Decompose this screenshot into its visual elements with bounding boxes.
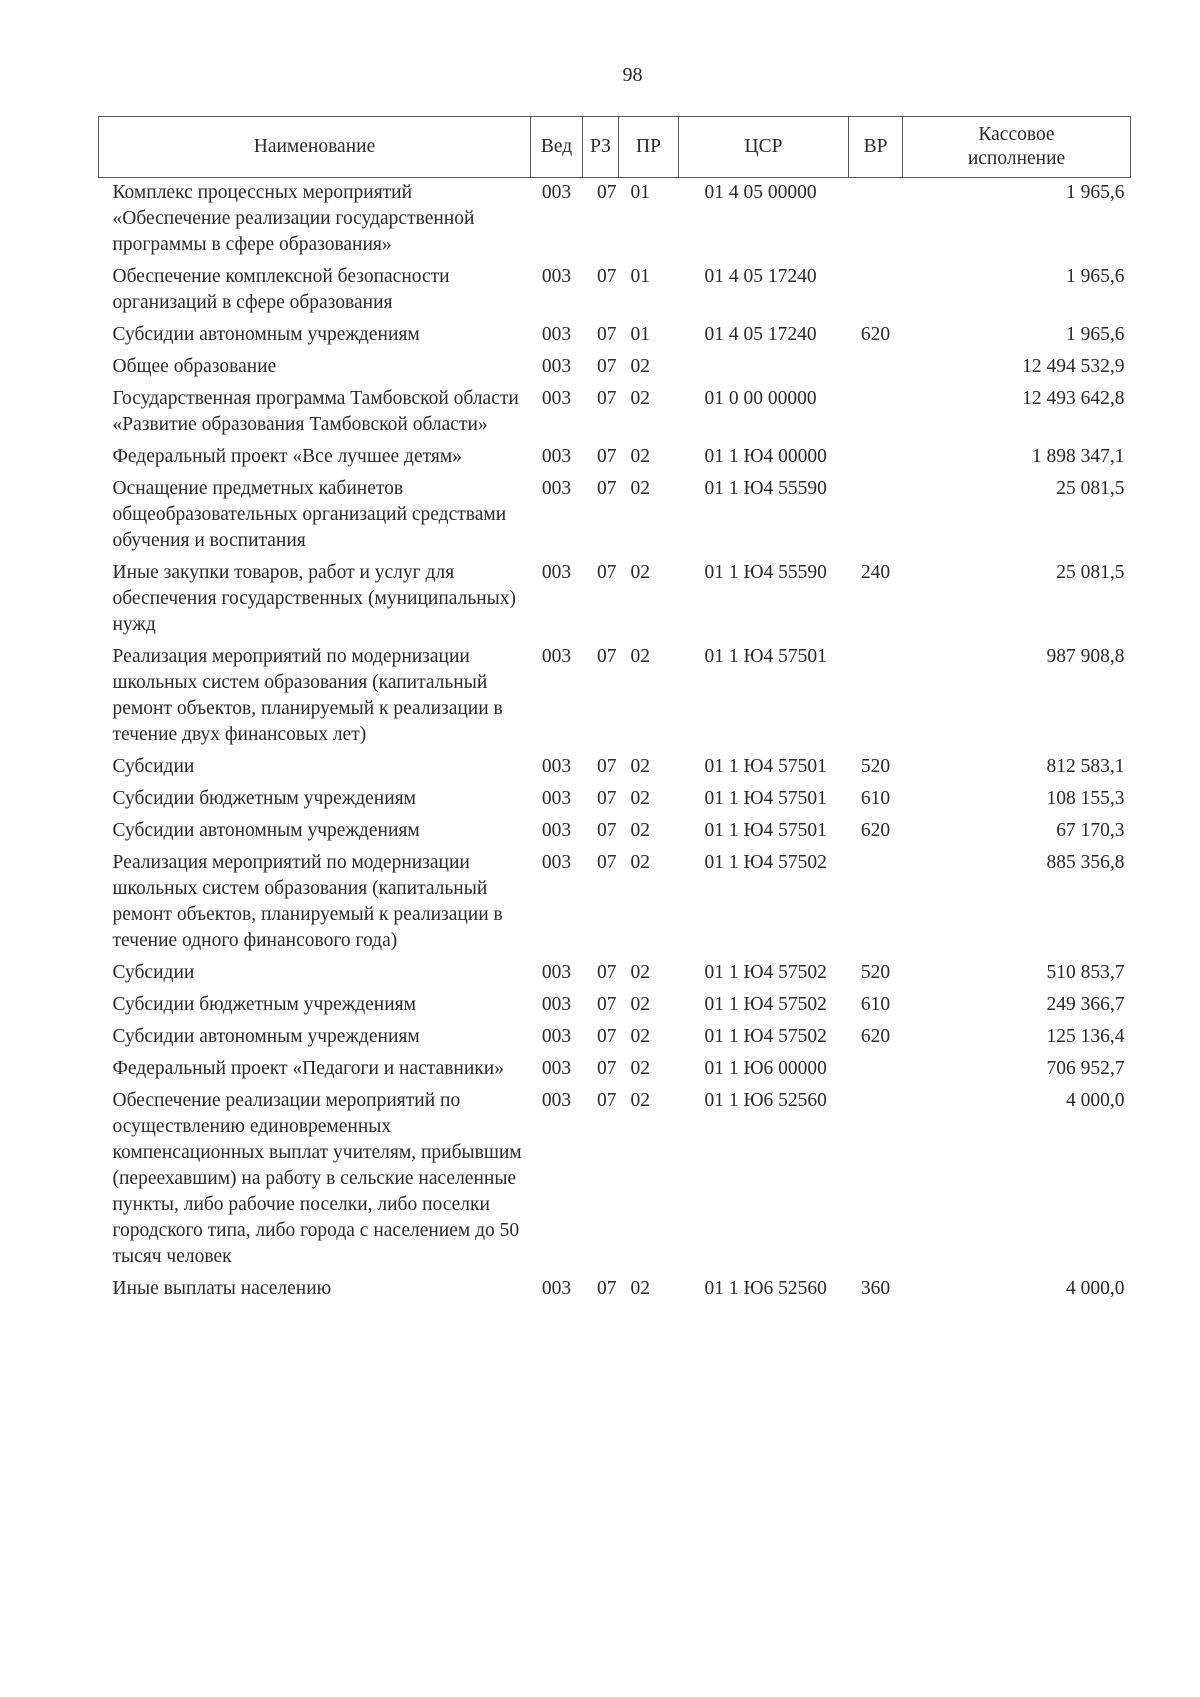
row-rz: 07 [597, 756, 617, 777]
row-rz: 07 [597, 324, 617, 345]
row-rz: 07 [597, 182, 617, 203]
row-pr: 01 [630, 182, 650, 203]
row-amount: 4 000,0 [1066, 1090, 1125, 1111]
row-amount: 125 136,4 [1046, 1026, 1125, 1047]
row-amount: 706 952,7 [1046, 1058, 1125, 1079]
row-amount: 25 081,5 [1056, 478, 1125, 499]
row-name: Федеральный проект «Все лучшее детям» [112, 446, 462, 467]
row-pr: 02 [630, 356, 650, 377]
table-row [99, 990, 1131, 1022]
header-vr: ВР [849, 117, 903, 178]
row-csr: 01 1 Ю4 57501 [704, 646, 827, 667]
row-ved: 003 [541, 852, 572, 873]
row-csr: 01 1 Ю4 57502 [704, 994, 827, 1015]
table-row [99, 816, 1131, 848]
table-row [99, 642, 1131, 752]
row-vr: 240 [860, 562, 891, 583]
row-vr [849, 1054, 903, 1086]
row-pr: 02 [630, 1058, 650, 1079]
row-name: Иные выплаты населению [112, 1278, 332, 1299]
table-row [99, 352, 1131, 384]
row-rz: 07 [597, 1026, 617, 1047]
row-vr [849, 178, 903, 263]
row-name: Общее образование [112, 356, 277, 377]
row-csr: 01 1 Ю4 57501 [704, 788, 827, 809]
row-amount: 885 356,8 [1046, 852, 1125, 873]
row-rz: 07 [597, 1278, 617, 1299]
row-ved: 003 [541, 1278, 572, 1299]
row-amount: 510 853,7 [1046, 962, 1125, 983]
row-pr: 02 [630, 820, 650, 841]
row-rz: 07 [597, 1090, 617, 1111]
row-vr [849, 262, 903, 320]
row-rz: 07 [597, 388, 617, 409]
row-name: Субсидии бюджетным учреждениям [112, 994, 416, 1015]
row-ved: 003 [541, 182, 572, 203]
table-row [99, 1054, 1131, 1086]
table-row [99, 262, 1131, 320]
row-amount: 812 583,1 [1046, 756, 1125, 777]
row-vr: 520 [860, 756, 891, 777]
table-header-row [99, 117, 1131, 178]
row-csr: 01 4 05 17240 [704, 266, 817, 287]
row-name: Субсидии бюджетным учреждениям [112, 788, 416, 809]
table-row [99, 474, 1131, 558]
row-ved: 003 [541, 562, 572, 583]
row-name: Субсидии автономным учреждениям [112, 324, 420, 345]
row-vr: 360 [860, 1278, 891, 1299]
row-name: Реализация мероприятий по модернизации школьных систем образования (капитальный ремонт объектов, планируемый к реализации в течение одного финансового года) [112, 852, 503, 951]
row-rz: 07 [597, 266, 617, 287]
row-csr: 01 1 Ю4 57501 [704, 756, 827, 777]
row-pr: 02 [630, 388, 650, 409]
row-amount: 108 155,3 [1046, 788, 1125, 809]
row-name: Иные закупки товаров, работ и услуг для обеспечения государственных (муниципальных) нужд [112, 562, 517, 635]
row-ved: 003 [541, 756, 572, 777]
header-pr: ПР [619, 117, 679, 178]
row-name: Государственная программа Тамбовской области «Развитие образования Тамбовской области» [112, 388, 519, 435]
row-vr: 620 [860, 324, 891, 345]
row-csr: 01 1 Ю4 57502 [704, 852, 827, 873]
row-pr: 02 [630, 478, 650, 499]
row-ved: 003 [541, 388, 572, 409]
row-ved: 003 [541, 324, 572, 345]
row-name: Субсидии автономным учреждениям [112, 1026, 420, 1047]
row-vr: 610 [860, 994, 891, 1015]
row-rz: 07 [597, 994, 617, 1015]
row-pr: 02 [630, 788, 650, 809]
row-ved: 003 [541, 266, 572, 287]
row-ved: 003 [541, 356, 572, 377]
row-csr: 01 0 00 00000 [704, 388, 817, 409]
row-amount: 12 494 532,9 [1022, 356, 1125, 377]
budget-table [98, 116, 1131, 1306]
row-amount: 67 170,3 [1056, 820, 1125, 841]
row-csr: 01 4 05 00000 [704, 182, 817, 203]
row-pr: 02 [630, 446, 650, 467]
table-row [99, 442, 1131, 474]
row-pr: 02 [630, 1026, 650, 1047]
row-vr [849, 848, 903, 958]
table-row [99, 320, 1131, 352]
table-row [99, 1022, 1131, 1054]
row-ved: 003 [541, 820, 572, 841]
row-vr [849, 442, 903, 474]
row-vr: 620 [860, 820, 891, 841]
row-ved: 003 [541, 478, 572, 499]
row-name: Реализация мероприятий по модернизации школьных систем образования (капитальный ремонт объектов, планируемый к реализации в течение двух финансовых лет) [112, 646, 503, 745]
row-csr: 01 1 Ю6 00000 [704, 1058, 827, 1079]
row-rz: 07 [597, 646, 617, 667]
header-amount: Кассовое исполнение [903, 117, 1131, 178]
row-vr [849, 384, 903, 442]
row-amount: 249 366,7 [1046, 994, 1125, 1015]
row-name: Обеспечение комплексной безопасности организаций в сфере образования [112, 266, 450, 313]
row-pr: 02 [630, 994, 650, 1015]
row-csr [679, 352, 849, 384]
row-vr [849, 642, 903, 752]
row-ved: 003 [541, 1026, 572, 1047]
row-pr: 02 [630, 852, 650, 873]
row-csr: 01 1 Ю6 52560 [704, 1090, 827, 1111]
row-vr [849, 352, 903, 384]
row-csr: 01 1 Ю4 57502 [704, 1026, 827, 1047]
row-rz: 07 [597, 356, 617, 377]
row-name: Федеральный проект «Педагоги и наставники» [112, 1058, 504, 1079]
row-amount: 1 965,6 [1066, 324, 1125, 345]
row-amount: 4 000,0 [1066, 1278, 1125, 1299]
page-number: 98 [622, 64, 643, 86]
row-vr: 520 [860, 962, 891, 983]
row-rz: 07 [597, 478, 617, 499]
row-amount: 25 081,5 [1056, 562, 1125, 583]
row-rz: 07 [597, 1058, 617, 1079]
row-rz: 07 [597, 562, 617, 583]
row-rz: 07 [597, 446, 617, 467]
row-name: Обеспечение реализации мероприятий по осуществлению единовременных компенсационных выплат учителям, прибывшим (переехавшим) на работу в сельские населенные пункты, либо рабочие поселки, либо поселки городского типа, либо города с населением до 50 тысяч человек [112, 1090, 522, 1267]
row-vr [849, 474, 903, 558]
row-ved: 003 [541, 646, 572, 667]
table-row [99, 558, 1131, 642]
header-ved: Вед [531, 117, 583, 178]
header-rz: РЗ [583, 117, 619, 178]
row-rz: 07 [597, 788, 617, 809]
row-ved: 003 [541, 1058, 572, 1079]
row-vr: 620 [860, 1026, 891, 1047]
row-amount: 1 965,6 [1066, 182, 1125, 203]
table-row [99, 1274, 1131, 1306]
row-rz: 07 [597, 962, 617, 983]
table-row [99, 1086, 1131, 1274]
table-row [99, 784, 1131, 816]
row-pr: 02 [630, 756, 650, 777]
row-pr: 02 [630, 562, 650, 583]
header-name: Наименование [99, 117, 531, 178]
table-row [99, 752, 1131, 784]
row-amount: 987 908,8 [1046, 646, 1125, 667]
row-vr: 610 [860, 788, 891, 809]
table-row [99, 384, 1131, 442]
row-ved: 003 [541, 446, 572, 467]
row-rz: 07 [597, 852, 617, 873]
row-pr: 01 [630, 266, 650, 287]
row-ved: 003 [541, 788, 572, 809]
row-pr: 02 [630, 962, 650, 983]
row-amount: 12 493 642,8 [1022, 388, 1125, 409]
table-row [99, 178, 1131, 263]
row-csr: 01 1 Ю4 55590 [704, 562, 827, 583]
row-rz: 07 [597, 820, 617, 841]
row-pr: 02 [630, 646, 650, 667]
row-csr: 01 1 Ю4 57501 [704, 820, 827, 841]
row-csr: 01 4 05 17240 [704, 324, 817, 345]
row-csr: 01 1 Ю4 55590 [704, 478, 827, 499]
row-name: Субсидии автономным учреждениям [112, 820, 420, 841]
row-amount: 1 965,6 [1066, 266, 1125, 287]
row-ved: 003 [541, 962, 572, 983]
row-ved: 003 [541, 1090, 572, 1111]
row-csr: 01 1 Ю4 00000 [704, 446, 827, 467]
table-body [99, 178, 1131, 1307]
row-csr: 01 1 Ю6 52560 [704, 1278, 827, 1299]
row-name: Субсидии [112, 756, 195, 777]
header-csr: ЦСР [679, 117, 849, 178]
row-amount: 1 898 347,1 [1031, 446, 1125, 467]
row-name: Оснащение предметных кабинетов общеобразовательных организаций средствами обучения и воспитания [112, 478, 507, 551]
row-pr: 02 [630, 1278, 650, 1299]
row-ved: 003 [541, 994, 572, 1015]
row-pr: 01 [630, 324, 650, 345]
table-row [99, 958, 1131, 990]
row-vr [849, 1086, 903, 1274]
row-csr: 01 1 Ю4 57502 [704, 962, 827, 983]
table-row [99, 848, 1131, 958]
row-pr: 02 [630, 1090, 650, 1111]
row-name: Комплекс процессных мероприятий «Обеспечение реализации государственной программы в сфере образования» [112, 182, 475, 255]
row-name: Субсидии [112, 962, 195, 983]
